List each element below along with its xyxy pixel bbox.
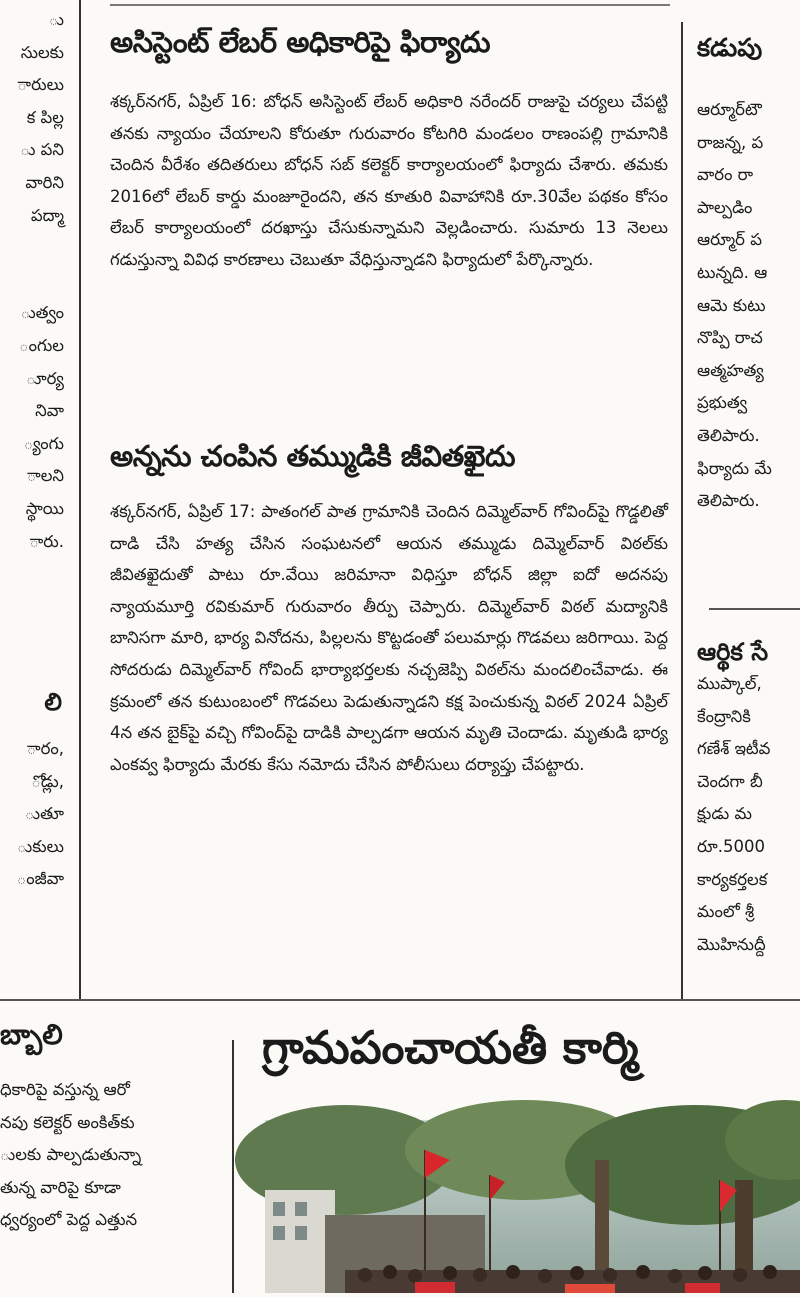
text-line xyxy=(0,265,64,298)
text-line: పాల్పడిం xyxy=(697,197,753,217)
right-headline-2: ఆర్థిక సే xyxy=(697,638,769,666)
text-line: రాజన్న, ప xyxy=(697,132,764,152)
text-line: ఫిర్యాదు మే xyxy=(697,458,772,478)
text-line: నొప్పి రాచ xyxy=(697,328,763,348)
bottom-left-article-fragment xyxy=(0,1010,225,1293)
article-life-imprisonment xyxy=(110,434,668,994)
text-line: ంగుల xyxy=(19,335,64,355)
text-line: ారులు xyxy=(17,75,64,95)
text-line: ారం, xyxy=(26,739,64,758)
text-line: కేంద్రానికి xyxy=(697,706,751,726)
article-body: శక్కర్‌నగర్, ఏప్రిల్ 16: బోధన్ అసిస్టెంట్ లేబర్ అధికారి నరేందర్ రాజుపై చర్యలు చేపట్టి తనకు న్యాయం చేయాలని కోరుతూ గురువారం కోటగిరి మండలం రాణంపల్లి గ్రామానికి చెందిన వీరేశం తదితరులు బోధన్ సబ్ కలెక్టర్ కార్యాలయంలో ఫిర్యాదు చేశారు. తమకు 2016లో లేబర్ కార్డు మంజూరైందని, తన కూతురి వివాహానికి రూ.30వేల పథకం కోసం లేబర్ కార్యాలయంలో దరఖాస్తు చేసుకున్నామని వెల్లడించారు. సుమారు 13 నెలలు గడుస్తున్నా వివిధ కారణాలు చెబుతూ వేధిస్తున్నాడని ఫిర్యాదులో పేర్కొన్నారు. xyxy=(110,92,668,269)
text-line: ్యంగు xyxy=(23,433,64,453)
bottom-column-rule xyxy=(232,1040,234,1293)
text-line: ధ్వర్యంలో పెద్ద ఎత్తున xyxy=(0,1210,138,1230)
text-line: మంలో శ్రీ xyxy=(697,902,755,922)
left-column-fragment xyxy=(0,0,68,716)
text-line: మొహినుద్దీ xyxy=(697,934,766,954)
text-line: క పిల్ల xyxy=(26,107,64,127)
text-line: తెలిపారు. xyxy=(697,425,760,445)
left-column-lines xyxy=(0,4,68,558)
text-line: ాలని xyxy=(26,466,64,486)
text-line: రూ.5000 xyxy=(697,836,766,856)
article-headline: అసిస్టెంట్ లేబర్ అధికారిపై ఫిర్యాదు xyxy=(110,25,491,59)
text-line: నపు కలెక్టర్ అంకిత్‌కు xyxy=(0,1112,135,1132)
text-line: క్షుడు మ xyxy=(697,804,752,824)
horizontal-rule-bottom xyxy=(0,999,800,1001)
bottom-main-headline: గ్రామపంచాయతీ కార్మి xyxy=(262,1021,639,1074)
text-line: గణేశ్ ఇటీవ xyxy=(697,739,771,759)
text-line: ు xyxy=(48,10,64,29)
text-line: స్థాయి xyxy=(25,498,64,518)
text-line: ఆర్మూర్‌టౌ xyxy=(697,100,762,119)
text-line: ఆర్మూర్ ప xyxy=(697,230,762,250)
text-line: ారు. xyxy=(29,531,64,551)
rally-photo xyxy=(265,1120,800,1293)
rally-photo-illustration xyxy=(265,1120,800,1293)
text-line: కార్యకర్తలక xyxy=(697,869,768,889)
text-line: ముప్కాల్, xyxy=(697,674,762,693)
text-line: ులకు పాల్పడుతున్నా xyxy=(0,1145,142,1165)
text-line: ూర్య xyxy=(26,368,64,388)
text-line: ుకులు xyxy=(17,836,64,856)
column-rule-left xyxy=(79,0,81,1000)
left-headline-fragment: లి xyxy=(44,688,62,716)
text-line: చెందగా బీ xyxy=(697,771,763,791)
right-column-fragment xyxy=(697,20,800,1000)
text-line: తున్న వారిపై కూడా xyxy=(0,1177,121,1197)
text-line: తెలిపారు. xyxy=(697,491,760,511)
text-line: వారం రా xyxy=(697,165,754,185)
right-column-lines xyxy=(697,94,800,518)
text-line: ంజీవా xyxy=(16,869,64,889)
text-line: ప్రభుత్వ xyxy=(697,393,748,413)
left-column-fragment-2 xyxy=(0,733,68,993)
text-line: నివా xyxy=(35,401,64,421)
text-line: ఆత్మహత్య xyxy=(697,360,764,380)
article-labour-officer-complaint xyxy=(110,20,668,380)
column-rule-right xyxy=(681,22,683,1000)
text-line: టున్నది. ఆ xyxy=(697,262,768,282)
bottom-left-lines xyxy=(0,1074,225,1237)
text-line: ధికారిపై వస్తున్న ఆరో xyxy=(0,1080,130,1099)
text-line: ఆమె కుటు xyxy=(697,295,766,315)
top-rule xyxy=(110,4,670,6)
article-headline: అన్నను చంపిన తమ్ముడికి జీవితఖైదు xyxy=(110,439,516,473)
text-line: పద్మా xyxy=(30,205,64,225)
article-body: శక్కర్‌నగర్, ఏప్రిల్ 17: పాతంగల్ పాత గ్రామానికి చెందిన దిమ్మెల్‌వార్ గోవింద్‌పై గొడ్డలితో దాడి చేసి హత్య చేసిన సంఘటనలో ఆయన తమ్ముడు దిమ్మెల్‌వార్ విఠల్‌కు జీవితఖైదుతో పాటు రూ.వేయి జరిమానా విధిస్తూ బోధన్ జిల్లా ఐదో అదనపు న్యాయమూర్తి రవికుమార్ గురువారం తీర్పు చెప్పారు. దిమ్మెల్‌వార్ విఠల్ మద్యానికి బానిసగా మారి, భార్య వినోదను, పిల్లలను కొట్టడంతో పలుమార్లు గొడవలు జరిగాయి. పెద్ద సోదరుడు దిమ్మెల్‌వార్ గోవింద్ భార్యాభర్తలకు నచ్చజెప్పి విఠల్‌ను మందలించేవాడు. ఈ క్రమంలో తన కుటుంబంలో గొడవలు పెడుతున్నాడని కక్ష పెంచుకున్న విఠల్ 2024 ఏప్రిల్ 4న తన బైక్‌పై వచ్చి గోవింద్‌పై దాడికి పాల్పడగా ఆయన మృతి చెందాడు. మృతుడి భార్య ఎంకవ్వ ఫిర్యాదు మేరకు కేసు నమోదు చేసిన పోలీసులు దర్యాప్తు చేపట్టారు. xyxy=(110,502,668,774)
text-line: వారిని xyxy=(25,172,64,192)
text-line: సులకు xyxy=(20,42,64,62)
right-headline: కడుపు xyxy=(697,33,763,62)
text-line xyxy=(0,232,64,265)
text-line: ుతూ xyxy=(24,804,64,824)
text-line: ోడ్లు, xyxy=(31,771,64,791)
right-section-rule xyxy=(709,608,800,610)
text-line: ుత్వం xyxy=(20,303,64,323)
bottom-left-headline: బ్బాలి xyxy=(0,1018,63,1051)
right-column-lines-2 xyxy=(697,668,770,961)
text-line: ు పని xyxy=(20,140,64,160)
